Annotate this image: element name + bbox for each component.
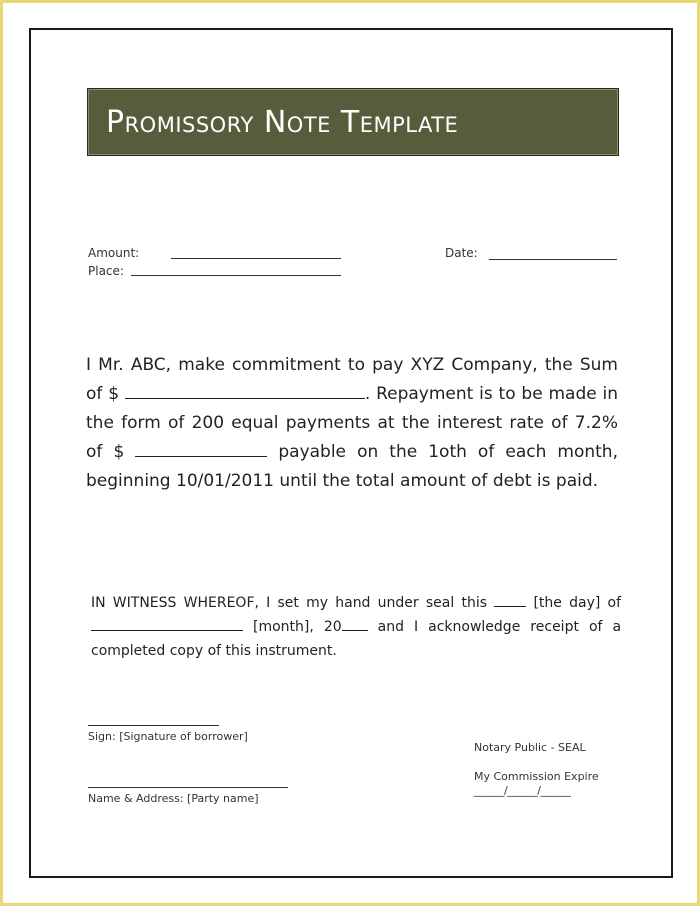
place-label: Place: (88, 264, 124, 278)
date-line[interactable] (489, 259, 617, 260)
place-line[interactable] (131, 275, 341, 276)
signature-line[interactable] (88, 725, 219, 726)
witness-lead: IN WITNESS WHEREOF, I set my hand under seal this (91, 595, 488, 611)
title-banner (87, 88, 619, 156)
dollar-sign-2: $ (113, 442, 125, 462)
sum-blank[interactable] (125, 386, 365, 399)
repayment-text: . Repayment is to be made in the form of 200 equal payments at the interest rate of 7.2% of (86, 384, 619, 462)
witness-closing-text: and I acknowledge receipt of a completed copy of this instrument. (91, 619, 622, 659)
notary-seal-label: Notary Public - SEAL (474, 741, 586, 754)
commission-label: My Commission Expire (474, 770, 599, 783)
witness-month-text: [month], 20 (253, 619, 342, 635)
dollar-sign-1: $ (108, 384, 120, 404)
amount-label: Amount: (88, 246, 140, 260)
date-label: Date: (445, 246, 478, 260)
amount-line[interactable] (171, 258, 341, 259)
witness-paragraph (91, 591, 621, 663)
name-address-label: Name & Address: [Party name] (88, 792, 259, 805)
payment-blank[interactable] (135, 444, 267, 457)
document-page (3, 3, 697, 903)
document-title: Promissory Note Template (106, 104, 459, 140)
commitment-paragraph (86, 351, 618, 496)
year-blank[interactable] (342, 618, 368, 631)
sign-label: Sign: [Signature of borrower] (88, 730, 248, 743)
day-blank[interactable] (494, 594, 526, 607)
payment-schedule-text: payable on the 1oth of each month, beginning 10/01/2011 until the total amount of debt is paid. (86, 442, 618, 491)
witness-day-text: [the day] of (533, 595, 622, 611)
name-address-line[interactable] (88, 787, 288, 788)
month-blank[interactable] (91, 618, 243, 631)
commission-date-blanks[interactable]: ______/______/______ (474, 784, 571, 797)
commitment-lead: I Mr. ABC, make commitment to pay XYZ Company, the Sum of (86, 355, 618, 404)
